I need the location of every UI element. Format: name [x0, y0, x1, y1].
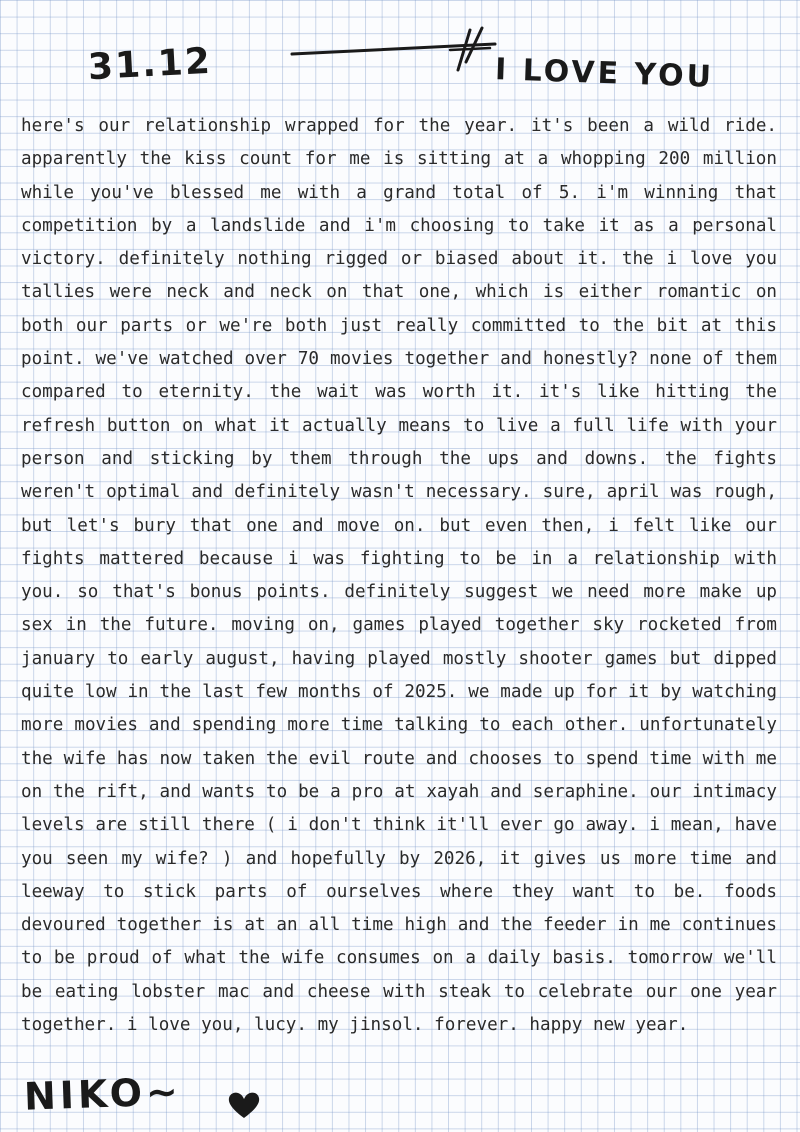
heart-icon [226, 1090, 262, 1120]
handwritten-headline: I LOVE YOU [494, 52, 715, 95]
signature: NIKO~ [23, 1069, 183, 1119]
letter-body: here's our relationship wrapped for the year. it's been a wild ride. apparently the kiss count for me is sitting at a whopping 200 million while you've blessed me with a grand total of 5. i'm winning that competition by a landslide and i'm choosing to take it as a personal victory. definitely nothing rigged or biased about it. the i love you tallies were neck and neck on that one, which is either romantic on both our parts or we're both just really committed to the bit at this point. we've watched over 70 movies together and honestly? none of them compared to eternity. the wait was worth it. it's like hitting the refresh button on what it actually means to live a full life with your person and sticking by them through the ups and downs. the fights weren't optimal and definitely wasn't necessary. sure, april was rough, but let's bury that one and move on. but even then, i felt like our fights mattered because i was fighting to be in a relationship with you. so that's bonus points. definitely suggest we need more make up sex in the future. moving on, games played together sky rocketed from january to early august, having played mostly shooter games but dipped quite low in the last few months of 2025. we made up for it by watching more movies and spending more time talking to each other. unfortunately the wife has now taken the evil route and chooses to spend time with me on the rift, and wants to be a pro at xayah and seraphine. our intimacy levels are still there ( i don't think it'll ever go away. i mean, have you seen my wife? ) and hopefully by 2026, it gives us more time and leeway to stick parts of ourselves where they want to be. foods devoured together is at an all time high and the feeder in me continues to be proud of what the wife consumes on a daily basis. tomorrow we'll be eating lobster mac and cheese with steak to celebrate our one year together. i love you, lucy. my jinsol. forever. happy new year. [21, 116, 777, 1036]
handwritten-date: 31.12 [87, 40, 213, 89]
pen-stroke [290, 22, 520, 92]
